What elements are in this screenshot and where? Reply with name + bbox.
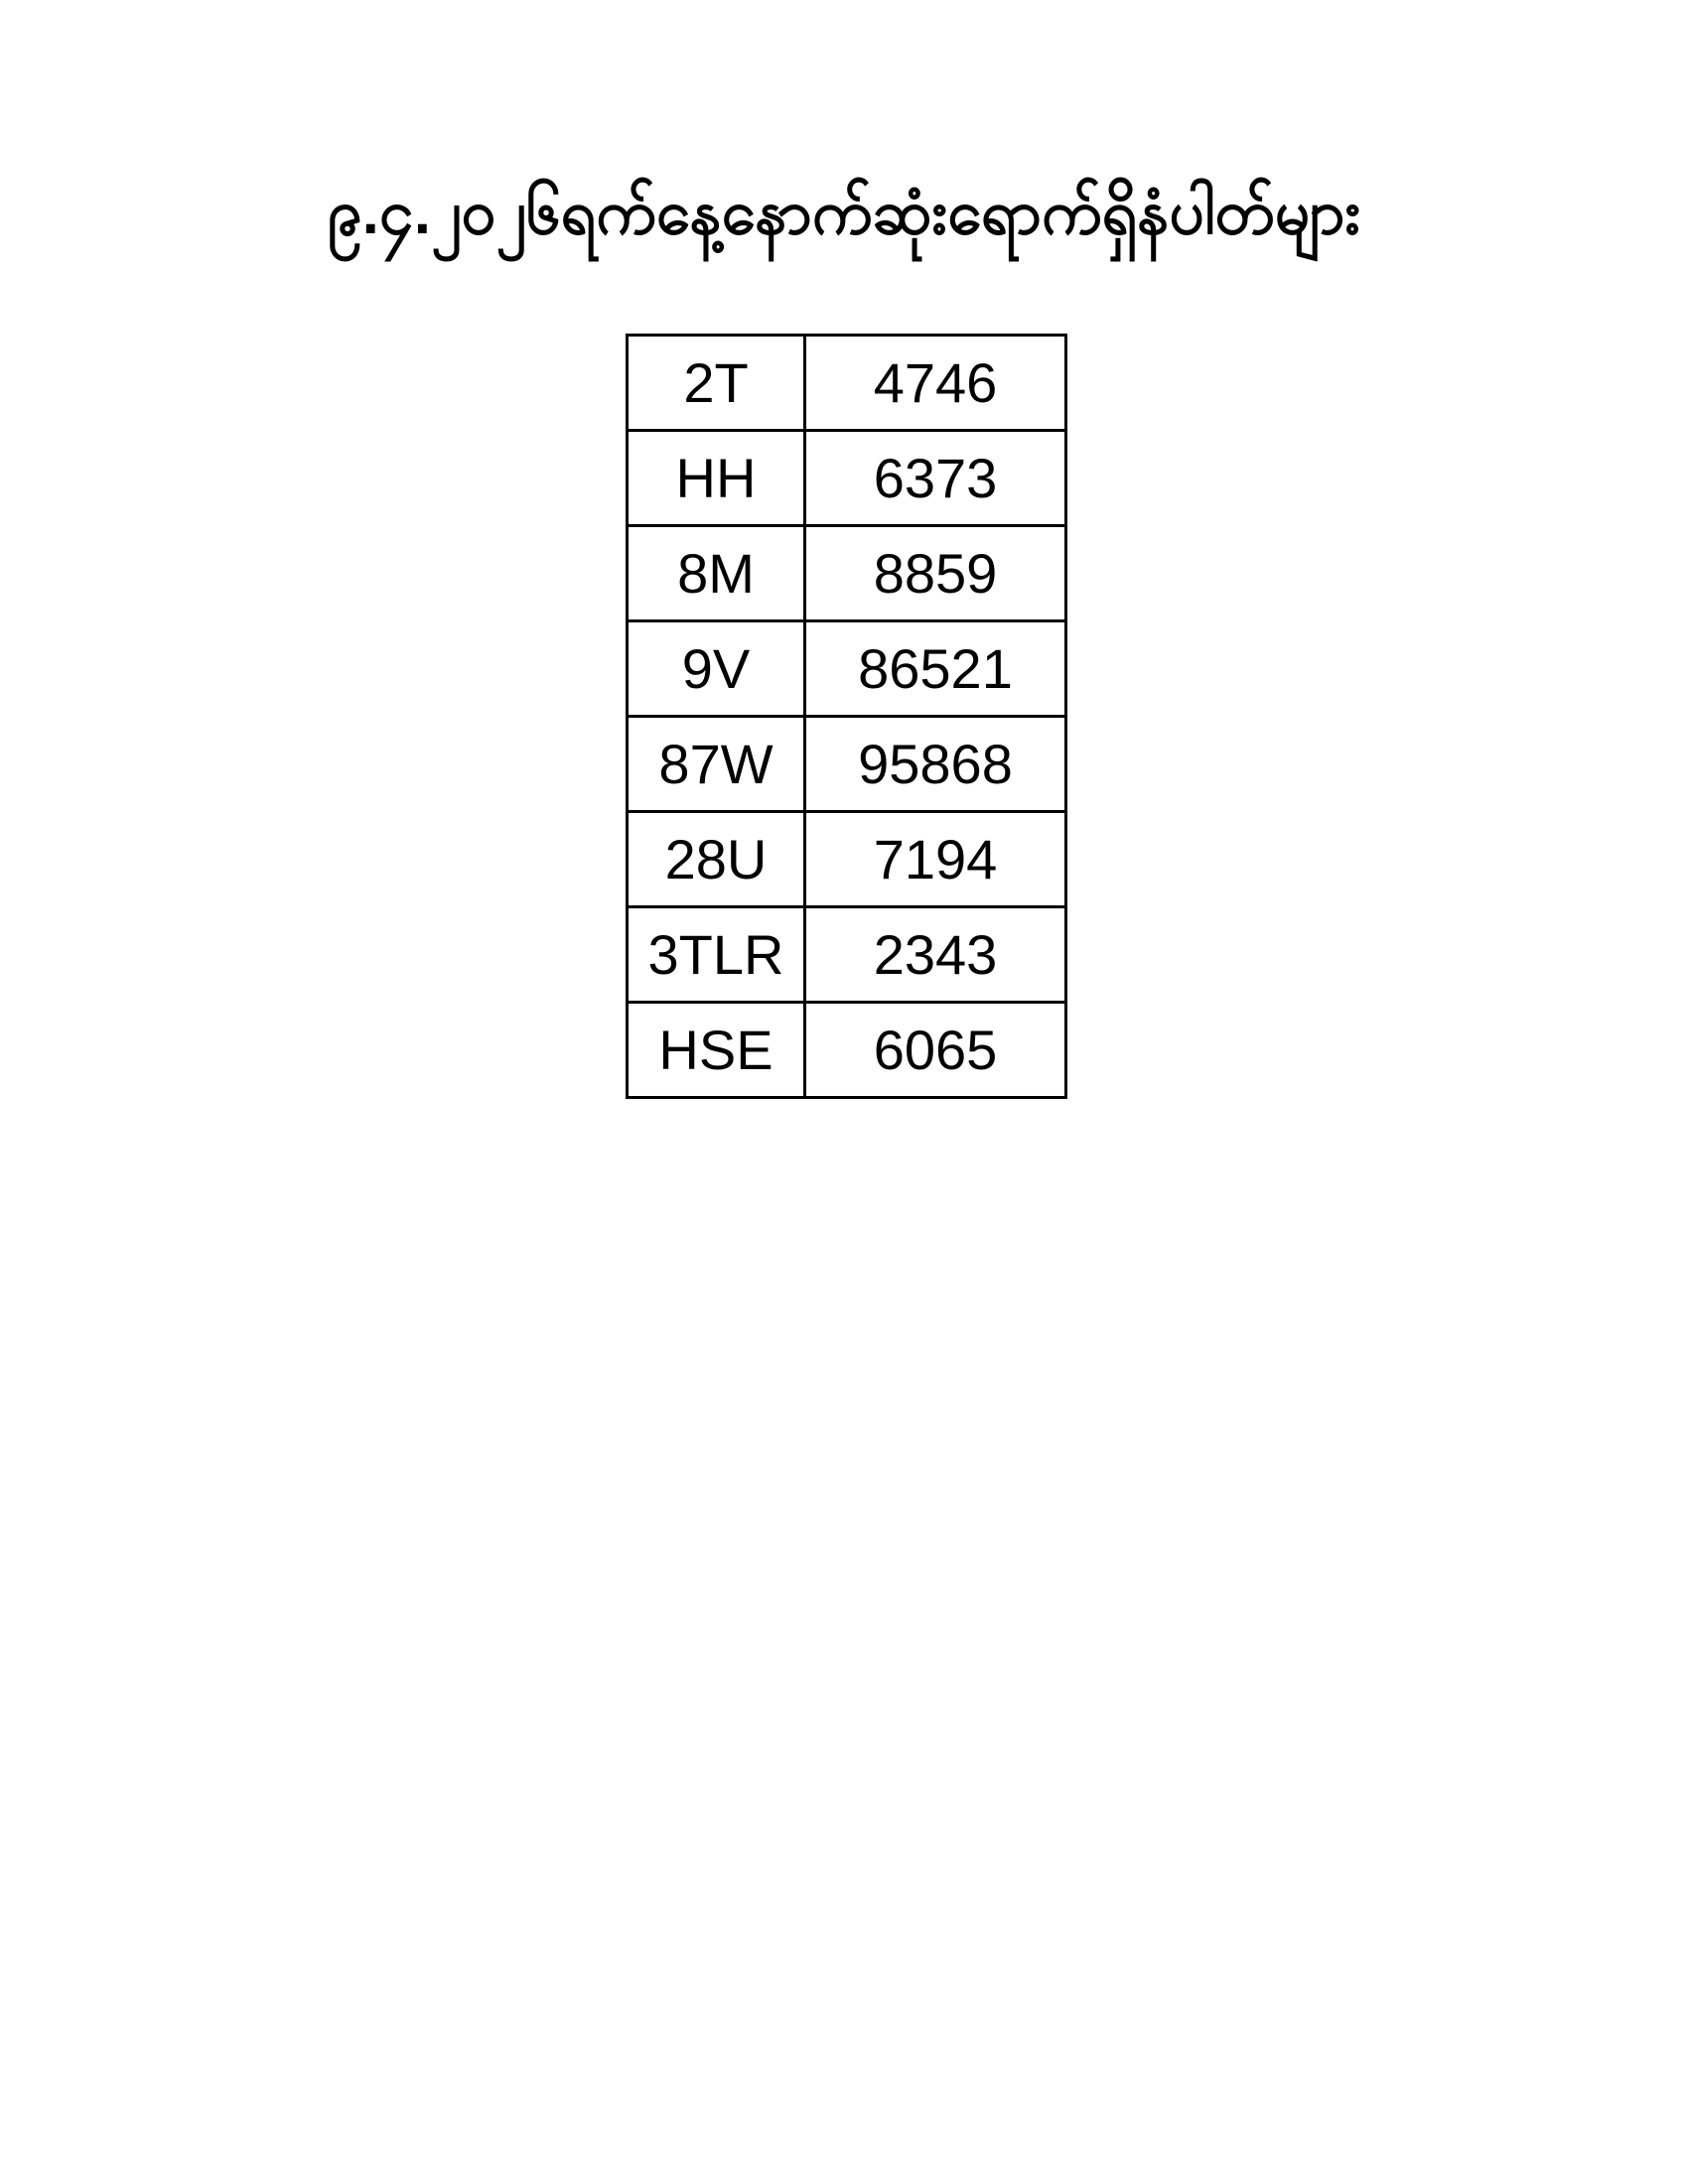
row-code-cell: 3TLR <box>628 907 805 1003</box>
row-code-cell: 87W <box>628 717 805 812</box>
row-code-cell: 9V <box>628 621 805 717</box>
table-row <box>628 812 1066 907</box>
row-number-cell: 7194 <box>805 812 1066 907</box>
row-code-cell: 28U <box>628 812 805 907</box>
row-number-cell: 4746 <box>805 336 1066 431</box>
row-number-cell: 86521 <box>805 621 1066 717</box>
table-row <box>628 336 1066 431</box>
row-code-cell: 8M <box>628 526 805 621</box>
row-code-cell: 2T <box>628 336 805 431</box>
results-table <box>626 334 1067 1099</box>
row-code-cell: HSE <box>628 1003 805 1098</box>
table-row <box>628 431 1066 526</box>
results-table-grid <box>626 334 1067 1099</box>
table-row <box>628 717 1066 812</box>
row-number-cell: 95868 <box>805 717 1066 812</box>
table-row <box>628 526 1066 621</box>
page-title: ၉.၄.၂၀၂၆ရက်နေ့နောက်ဆုံးရောက်ရှိနံပါတ်များ <box>327 179 1361 247</box>
table-row <box>628 621 1066 717</box>
row-code-cell: HH <box>628 431 805 526</box>
row-number-cell: 2343 <box>805 907 1066 1003</box>
row-number-cell: 6373 <box>805 431 1066 526</box>
table-row <box>628 1003 1066 1098</box>
table-row <box>628 907 1066 1003</box>
row-number-cell: 8859 <box>805 526 1066 621</box>
row-number-cell: 6065 <box>805 1003 1066 1098</box>
